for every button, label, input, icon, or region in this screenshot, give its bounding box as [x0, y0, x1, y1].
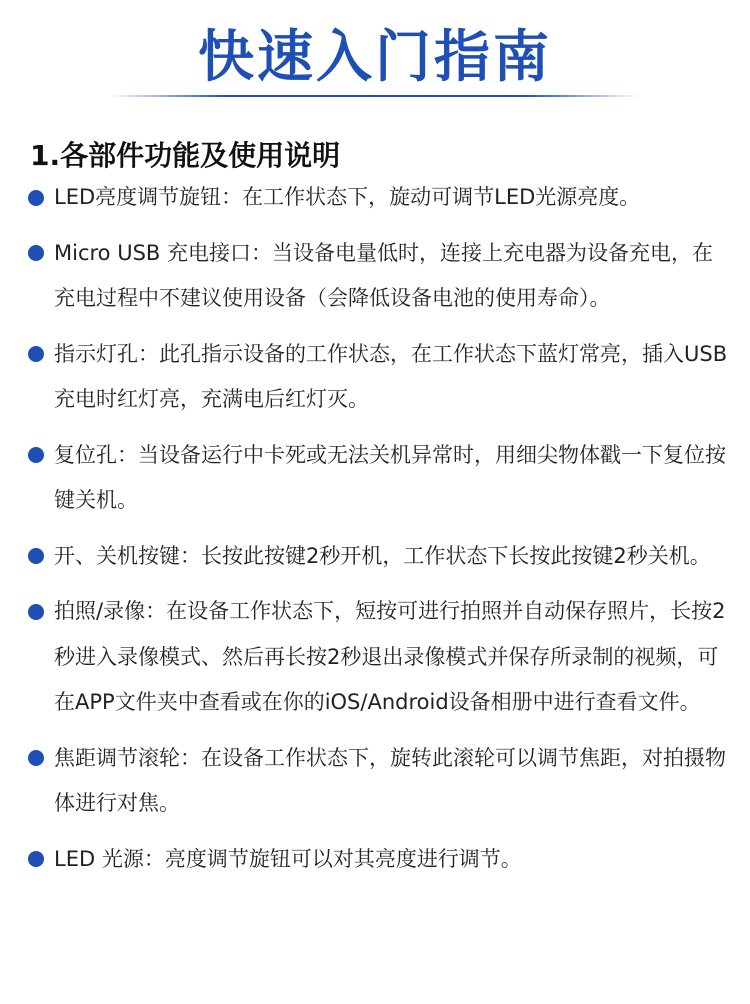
instruction-list	[28, 175, 728, 892]
bullet-icon	[28, 548, 44, 564]
list-item-text: 焦距调节滚轮：在设备工作状态下，旋转此滚轮可以调节焦距，对拍摄物体进行对焦。	[54, 745, 726, 815]
page-title: 快速入门指南	[198, 25, 552, 90]
section-heading: 1.各部件功能及使用说明	[30, 139, 341, 172]
bullet-icon	[28, 245, 44, 261]
bullet-icon	[28, 750, 44, 766]
list-item-indicator	[28, 332, 728, 423]
list-item-text: LED 光源：亮度调节旋钮可以对其亮度进行调节。	[54, 846, 522, 871]
list-item-text: 指示灯孔：此孔指示设备的工作状态，在工作状态下蓝灯常亮，插入USB充电时红灯亮，充满电后红灯灭。	[54, 341, 728, 411]
list-item-led-light	[28, 837, 728, 883]
list-item-photo-video	[28, 589, 728, 726]
list-item-text: 开、关机按键：长按此按键2秒开机，工作状态下长按此按键2秒关机。	[54, 543, 711, 568]
list-item-text: 复位孔：当设备运行中卡死或无法关机异常时，用细尖物体戳一下复位按键关机。	[54, 442, 726, 512]
title-underline	[110, 95, 640, 97]
list-item-led-knob	[28, 175, 728, 221]
list-item-focus-wheel	[28, 736, 728, 827]
bullet-icon	[28, 851, 44, 867]
list-item-text: 拍照/录像：在设备工作状态下，短按可进行拍照并自动保存照片，长按2秒进入录像模式、然后再长按2秒退出录像模式并保存所录制的视频，可在APP文件夹中查看或在你的iOS/Android设备相册中进行查看文件。	[54, 599, 726, 714]
bullet-icon	[28, 604, 44, 620]
list-item-usb-port	[28, 231, 728, 322]
bullet-icon	[28, 346, 44, 362]
list-item-power-button	[28, 534, 728, 580]
bullet-icon	[28, 190, 44, 206]
list-item-reset-hole	[28, 433, 728, 524]
list-item-text: Micro USB 充电接口：当设备电量低时，连接上充电器为设备充电，在充电过程中不建议使用设备（会降低设备电池的使用寿命）。	[54, 240, 713, 310]
bullet-icon	[28, 447, 44, 463]
list-item-text: LED亮度调节旋钮：在工作状态下，旋动可调节LED光源亮度。	[54, 185, 641, 209]
